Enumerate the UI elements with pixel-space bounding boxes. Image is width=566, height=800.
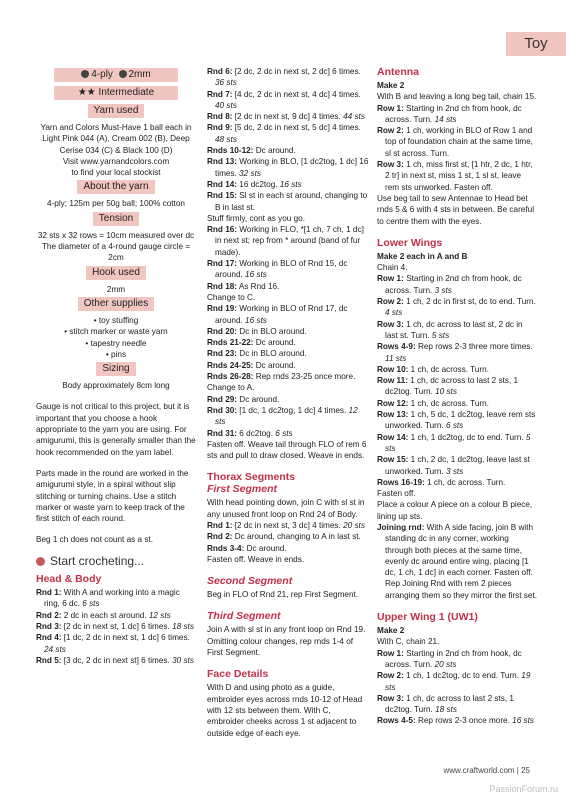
pattern-row bbox=[207, 337, 369, 348]
stitch-count: 14 sts bbox=[434, 114, 457, 124]
stitch-count: 3 sts bbox=[445, 466, 464, 476]
row-text: Working in BLO, [1 dc2tog, 1 dc] 16 times. bbox=[215, 157, 369, 178]
pattern-row bbox=[207, 543, 369, 554]
row-label: Row 3: bbox=[377, 319, 404, 329]
row-label: Rnd 2: bbox=[36, 610, 62, 620]
third-text: Join A with sl st in any front loop on Rnd 19. Omitting colour changes, rep rnds 1-4 of First Segment. bbox=[207, 625, 366, 658]
row-label: Rows 16-19: bbox=[377, 477, 425, 487]
stitch-count: 5 sts bbox=[431, 330, 450, 340]
lower-rows bbox=[377, 273, 537, 488]
stitch-count: 48 sts bbox=[215, 134, 237, 144]
row-label: Row 11: bbox=[377, 376, 408, 386]
stitch-count: 6 sts bbox=[445, 421, 464, 431]
stitch-count: 20 sts bbox=[343, 520, 365, 530]
upper-chain: With C, chain 21. bbox=[377, 637, 440, 647]
pattern-row bbox=[36, 621, 196, 632]
watermark: PassionForum.ru bbox=[489, 784, 558, 794]
row-text: Working in FLO, *[1 ch, 7 ch, 1 dc] in next st; rep from * around (band of fur made). bbox=[215, 225, 364, 257]
antenna-intro: With B and leaving a long beg tail, chain 15. bbox=[377, 92, 537, 102]
pattern-row bbox=[377, 670, 537, 693]
row-label: Rnd 29: bbox=[207, 394, 238, 404]
upper-wing-title: Upper Wing 1 (UW1) bbox=[377, 611, 478, 624]
row-text: 1 ch, dc across. Turn. bbox=[408, 364, 489, 374]
row-text: 16 dc2tog. bbox=[237, 179, 280, 189]
first-segment-title: First Segment bbox=[207, 483, 278, 496]
pattern-row bbox=[207, 224, 369, 258]
row-text: 1 ch, dc across to last 2 sts, 1 dc2tog. Turn. bbox=[385, 693, 514, 715]
beg-note: Beg 1 ch does not count as a st. bbox=[36, 535, 153, 545]
body-rows-b bbox=[207, 224, 369, 292]
row-text: With A and working into a magic ring, 6 dc. bbox=[44, 588, 180, 609]
row-label: Rnd 31: bbox=[207, 428, 238, 438]
pattern-row bbox=[207, 145, 369, 156]
about-yarn-text: 4-ply; 125m per 50g ball; 100% cotton bbox=[47, 199, 185, 209]
supplies-title: Other supplies bbox=[78, 297, 154, 311]
yarn-stockist: to find your local stockist bbox=[71, 168, 161, 178]
upper-rows bbox=[377, 648, 537, 727]
row-text: 1 ch, 1 dc2tog, dc to end. Turn. bbox=[408, 432, 526, 442]
row-label: Row 1: bbox=[377, 274, 404, 284]
row-text: Dc around. bbox=[253, 360, 296, 370]
antenna-rows bbox=[377, 103, 537, 193]
row-text: Rep rows 2-3 three more times. bbox=[415, 342, 533, 352]
row-text: [2 dc, 2 dc in next st, 2 dc] 6 times. bbox=[232, 67, 361, 76]
row-text: Working in BLO of Rnd 17, dc around. bbox=[215, 304, 348, 325]
supply-item: • stitch marker or waste yarn bbox=[64, 327, 168, 337]
stitch-count: 16 sts bbox=[512, 716, 535, 726]
row-text: 1 ch, 1 dc2tog, dc to end. Turn. bbox=[403, 671, 522, 681]
row-text: [3 dc, 2 dc in next st] 6 times. bbox=[61, 655, 173, 665]
row-text: 1 ch, dc across. Turn. bbox=[408, 398, 489, 408]
lower-fasten: Fasten off. bbox=[377, 489, 416, 499]
pattern-row bbox=[377, 409, 537, 432]
supply-item: • pins bbox=[105, 349, 127, 359]
joining-row: Joining rnd: With A side facing, join B with standing dc in any corner, working through both pieces at the same time, evenly dc around entire wing, placing [1 dc, 1 ch, 1 dc] in each corner. Fasten off. Rep Joining Rnd with rem 2 pieces arranging them so they mirror the first set. bbox=[377, 522, 537, 600]
change-c: Change to C. bbox=[207, 292, 256, 302]
row-text: Sl st in each st around, changing to B in last st. bbox=[215, 191, 368, 212]
third-segment-title: Third Segment bbox=[207, 610, 281, 623]
hook-used-title: Hook used bbox=[86, 266, 146, 280]
pattern-row bbox=[207, 89, 369, 112]
row-label: Row 12: bbox=[377, 398, 409, 408]
pattern-row bbox=[207, 281, 369, 292]
row-label: Rnd 9: bbox=[207, 123, 233, 133]
row-label: Rnd 30: bbox=[207, 405, 238, 415]
row-text: As Rnd 16. bbox=[237, 281, 280, 291]
second-segment-title: Second Segment bbox=[207, 575, 293, 588]
pattern-row bbox=[36, 655, 196, 666]
yarn-used-title: Yarn used bbox=[88, 104, 145, 118]
pattern-row bbox=[207, 122, 369, 145]
row-text: 1 ch, 5 dc, 1 dc2tog, leave rem sts unworked. Turn. bbox=[385, 410, 536, 431]
gauge-note: Gauge is not critical to this project, but it is important that you choose a hook appropriate to the yarn you are using. For amigurumi, this is generally smaller than the hook recommended on the yarn label. bbox=[36, 402, 196, 457]
stitch-count: 16 sts bbox=[279, 179, 302, 189]
row-text: Starting in 2nd ch from hook, dc across. Turn. bbox=[385, 648, 522, 669]
pattern-row bbox=[207, 156, 369, 179]
pattern-row bbox=[377, 296, 537, 319]
thorax-title: Thorax Segments bbox=[207, 471, 296, 484]
face-text: With D and using photo as a guide, embroider eyes across rnds 10-12 of Head with 12 sts between them. With C, embroider cheeks across 1 st adjacent to outside edge of each eye. bbox=[207, 683, 363, 738]
pattern-row bbox=[207, 179, 369, 190]
row-label: Rnd 6: bbox=[207, 67, 233, 76]
lower-wings-title: Lower Wings bbox=[377, 236, 443, 249]
row-label: Rnd 16: bbox=[207, 225, 238, 235]
stitch-count: 44 sts bbox=[343, 112, 365, 122]
first-rows bbox=[207, 520, 369, 554]
row-text: 1 ch, miss first st, [1 htr, 2 dc, 1 htr, 2 tr] in next st, miss 1 st, 1 sl st, leave rem sts unworked. Fasten off. bbox=[385, 160, 533, 192]
section-tab: Toy bbox=[506, 32, 566, 56]
body-rows-d bbox=[207, 394, 369, 439]
antenna-end: Use beg tail to sew Antennae to Head bet rnds 5 & 6 with 4 sts in between. Be careful to centre them with the eyes. bbox=[377, 193, 535, 226]
pattern-row bbox=[207, 428, 369, 439]
column-3 bbox=[377, 66, 537, 727]
lower-place: Place a colour A piece on a colour B piece, lining up sts. bbox=[377, 500, 533, 521]
ply-hook-box bbox=[54, 68, 178, 82]
stitch-count: 18 sts bbox=[435, 705, 457, 715]
pattern-row bbox=[207, 348, 369, 359]
pattern-row bbox=[207, 371, 369, 382]
row-text: 1 ch, dc across. Turn. bbox=[424, 477, 506, 487]
row-label: Rows 4-5: bbox=[377, 716, 416, 726]
bullet-dot-icon bbox=[36, 557, 45, 566]
row-text: 1 ch, dc across to last 2 sts, 1 dc2tog. Turn. bbox=[385, 376, 519, 397]
stitch-count: 19 sts bbox=[385, 671, 531, 692]
row-text: [5 dc, 2 dc in next st, 5 dc] 4 times. bbox=[232, 123, 361, 133]
stuff-note: Stuff firmly, cont as you go. bbox=[207, 213, 305, 223]
row-label: Rnd 3: bbox=[36, 621, 62, 631]
pattern-row bbox=[377, 693, 537, 716]
row-text: 2 dc in each st around. bbox=[61, 610, 149, 620]
page-footer: www.craftworld.com | 25 bbox=[443, 766, 530, 775]
row-label: Rnd 4: bbox=[36, 633, 62, 643]
row-label: Rnd 20: bbox=[207, 326, 238, 336]
pattern-row bbox=[377, 432, 537, 455]
row-text: Dc around. bbox=[253, 338, 296, 348]
pattern-row bbox=[377, 103, 537, 126]
stitch-count: 32 sts bbox=[239, 168, 261, 178]
about-yarn-title: About the yarn bbox=[77, 180, 154, 194]
row-text: Dc around. bbox=[244, 543, 287, 553]
row-text: 6 dc2tog. bbox=[237, 428, 276, 438]
pattern-row bbox=[207, 326, 369, 337]
parts-note: Parts made in the round are worked in the amigurumi style, in a spiral without slip stitching or turning chains. Use a stitch marker or waste yarn to keep track of the first stitch of each round. bbox=[36, 468, 189, 524]
hook-used-text: 2mm bbox=[106, 284, 126, 294]
pattern-row bbox=[377, 454, 537, 477]
row-label: Rnd 18: bbox=[207, 281, 238, 291]
row-label: Rnds 3-4: bbox=[207, 543, 245, 553]
pattern-row bbox=[207, 66, 369, 89]
row-label: Rnd 7: bbox=[207, 89, 233, 99]
row-text: 1 ch, dc across to last st, 2 dc in last st. Turn. bbox=[385, 319, 523, 340]
tension-title: Tension bbox=[93, 212, 139, 226]
row-text: [1 dc, 2 dc in next st, 1 dc] 6 times. bbox=[61, 633, 190, 643]
stitch-count: 5 sts bbox=[385, 432, 531, 453]
tension-text: 32 sts x 32 rows = 10cm measured over dc The diameter of a 4-round gauge circle = 2cm bbox=[37, 230, 195, 263]
row-label: Rnds 10-12: bbox=[207, 146, 254, 156]
row-label: Row 1: bbox=[377, 103, 404, 113]
body-rows-c bbox=[207, 303, 369, 382]
pattern-row bbox=[377, 319, 537, 342]
pattern-row bbox=[207, 394, 369, 405]
head-body-title: Head & Body bbox=[36, 573, 102, 586]
row-text: [2 dc in next st, 1 dc] 6 times. bbox=[61, 621, 173, 631]
ply-label: 4-ply bbox=[91, 69, 113, 80]
stitch-count: 36 sts bbox=[215, 78, 237, 88]
row-label: Rnds 21-22: bbox=[207, 338, 254, 348]
upper-make: Make 2 bbox=[377, 626, 405, 636]
yarn-ball-icon bbox=[81, 70, 89, 78]
stitch-count: 6 sts bbox=[82, 599, 100, 609]
row-text: Rep rows 2-3 once more. bbox=[415, 716, 513, 726]
row-text: Working in BLO of Rnd 15, dc around. bbox=[215, 259, 348, 280]
face-details-title: Face Details bbox=[207, 668, 269, 681]
pattern-row bbox=[377, 398, 537, 409]
row-label: Row 13: bbox=[377, 410, 409, 420]
row-label: Rnds 26-28: bbox=[207, 372, 254, 382]
lower-make: Make 2 each in A and B bbox=[377, 251, 468, 261]
row-label: Rnd 14: bbox=[207, 179, 238, 189]
stitch-count: 16 sts bbox=[245, 270, 267, 280]
pattern-row bbox=[36, 610, 196, 621]
body-rows-a bbox=[207, 66, 369, 213]
row-label: Row 10: bbox=[377, 364, 409, 374]
first-intro: With head pointing down, join C with sl st in any unused front loop on Rnd 24 of Body. bbox=[207, 498, 365, 519]
row-text: 1 ch, 2 dc in first st, dc to end. Turn. bbox=[403, 297, 536, 307]
row-text: Rep rnds 23-25 once more. bbox=[253, 372, 356, 382]
row-text: Starting in 2nd ch from hook, dc across. Turn. bbox=[385, 274, 522, 295]
antenna-make: Make 2 bbox=[377, 81, 405, 90]
pattern-row bbox=[377, 715, 537, 726]
pattern-row bbox=[207, 111, 369, 122]
row-text: Starting in 2nd ch from hook, dc across. Turn. bbox=[385, 103, 522, 124]
row-label: Rnd 15: bbox=[207, 191, 238, 201]
row-text: 1 ch, 2 dc, 1 dc2tog, leave last st unworked. Turn. bbox=[385, 455, 530, 476]
row-label: Row 2: bbox=[377, 126, 404, 136]
pattern-row bbox=[377, 364, 537, 375]
row-label: Rnd 1: bbox=[36, 588, 62, 598]
row-text: [4 dc, 2 dc in next st, 4 dc] 4 times. bbox=[232, 89, 361, 99]
row-text: 1 ch, working in BLO of Row 1 and top of foundation chain at the same time, sl st across. Turn. bbox=[385, 126, 533, 158]
stitch-count: 30 sts bbox=[172, 655, 194, 665]
pattern-row bbox=[207, 303, 369, 326]
stitch-count: 11 sts bbox=[385, 353, 407, 363]
pattern-row bbox=[207, 531, 369, 542]
stitch-count: 18 sts bbox=[172, 621, 194, 631]
sizing-title: Sizing bbox=[96, 362, 135, 376]
hook-icon bbox=[119, 70, 127, 78]
yarn-used-text: Yarn and Colors Must-Have 1 ball each in Light Pink 044 (A), Cream 002 (B), Deep Cerise 034 (C) & Black 100 (D) bbox=[40, 123, 192, 155]
pattern-row bbox=[377, 159, 537, 193]
row-text: Dc around. bbox=[253, 146, 296, 156]
stitch-count: 10 sts bbox=[435, 387, 457, 397]
row-label: Row 14: bbox=[377, 432, 409, 442]
row-label: Rnd 1: bbox=[207, 520, 233, 530]
stitch-count: 4 sts bbox=[385, 308, 403, 318]
stitch-count: 24 sts bbox=[44, 644, 66, 654]
change-a: Change to A. bbox=[207, 383, 255, 393]
first-end: Fasten off. Weave in ends. bbox=[207, 554, 305, 564]
stitch-count: 12 sts bbox=[215, 405, 358, 427]
yarn-visit[interactable]: Visit www.yarnandcolors.com bbox=[62, 156, 170, 166]
pattern-row bbox=[207, 405, 369, 428]
start-crocheting-heading: Start crocheting... bbox=[36, 556, 196, 567]
row-label: Row 1: bbox=[377, 648, 404, 658]
row-text: [2 dc in next st, 9 dc] 4 times. bbox=[232, 112, 344, 122]
pattern-row bbox=[207, 190, 369, 213]
pattern-row bbox=[36, 587, 196, 610]
row-text: Dc in BLO around. bbox=[237, 349, 307, 359]
supply-item: • tapestry needle bbox=[85, 338, 147, 348]
row-text: [2 dc in next st, 3 dc] 4 times. bbox=[232, 520, 344, 530]
antenna-title: Antenna bbox=[377, 66, 419, 78]
stitch-count: 6 sts bbox=[275, 428, 293, 438]
lower-chain: Chain 4. bbox=[377, 263, 408, 273]
row-label: Rnd 17: bbox=[207, 259, 238, 269]
pattern-row bbox=[377, 477, 537, 488]
row-label: Rnd 2: bbox=[207, 532, 233, 542]
row-text: Dc in BLO around. bbox=[237, 326, 307, 336]
pattern-row bbox=[377, 125, 537, 159]
head-rows bbox=[36, 587, 196, 666]
supply-item: • toy stuffing bbox=[93, 315, 139, 325]
row-label: Rnd 23: bbox=[207, 349, 238, 359]
row-label: Rnd 5: bbox=[36, 655, 62, 665]
pattern-row bbox=[377, 375, 537, 398]
pattern-row bbox=[207, 360, 369, 371]
stitch-count: 12 sts bbox=[148, 610, 171, 620]
stitch-count: 16 sts bbox=[245, 315, 267, 325]
row-label: Row 3: bbox=[377, 693, 404, 703]
pattern-row bbox=[377, 648, 537, 671]
row-text: Dc around, changing to A in last st. bbox=[232, 532, 361, 542]
row-label: Row 2: bbox=[377, 297, 404, 307]
pattern-row bbox=[207, 520, 369, 531]
row-label: Rnd 8: bbox=[207, 112, 233, 122]
pattern-row bbox=[377, 273, 537, 296]
row-label: Row 3: bbox=[377, 160, 404, 170]
pattern-row bbox=[36, 632, 196, 655]
row-label: Rnd 13: bbox=[207, 157, 238, 167]
pattern-row bbox=[377, 341, 537, 364]
row-label: Row 2: bbox=[377, 671, 404, 681]
fasten-note: Fasten off. Weave tail through FLO of rem 6 sts and pull to draw closed. Weave in ends. bbox=[207, 439, 367, 461]
level-box: ★★ Intermediate bbox=[54, 86, 178, 100]
row-text: [1 dc, 1 dc2tog, 1 dc] 4 times. bbox=[237, 405, 349, 415]
second-text: Beg in FLO of Rnd 21, rep First Segment. bbox=[207, 590, 359, 600]
stitch-count: 20 sts bbox=[434, 659, 457, 669]
row-label: Row 15: bbox=[377, 455, 409, 465]
row-label: Rnd 19: bbox=[207, 304, 238, 314]
sizing-text: Body approximately 8cm long bbox=[62, 381, 170, 391]
supplies-list bbox=[36, 315, 196, 360]
column-1 bbox=[36, 66, 196, 666]
stitch-count: 40 sts bbox=[215, 100, 237, 110]
column-2 bbox=[207, 66, 369, 739]
row-label: Rnds 24-25: bbox=[207, 360, 254, 370]
pattern-row bbox=[207, 258, 369, 281]
row-label: Rows 4-9: bbox=[377, 342, 416, 352]
row-text: Dc around. bbox=[237, 394, 280, 404]
hook-size: 2mm bbox=[128, 69, 151, 80]
stitch-count: 3 sts bbox=[434, 285, 452, 295]
